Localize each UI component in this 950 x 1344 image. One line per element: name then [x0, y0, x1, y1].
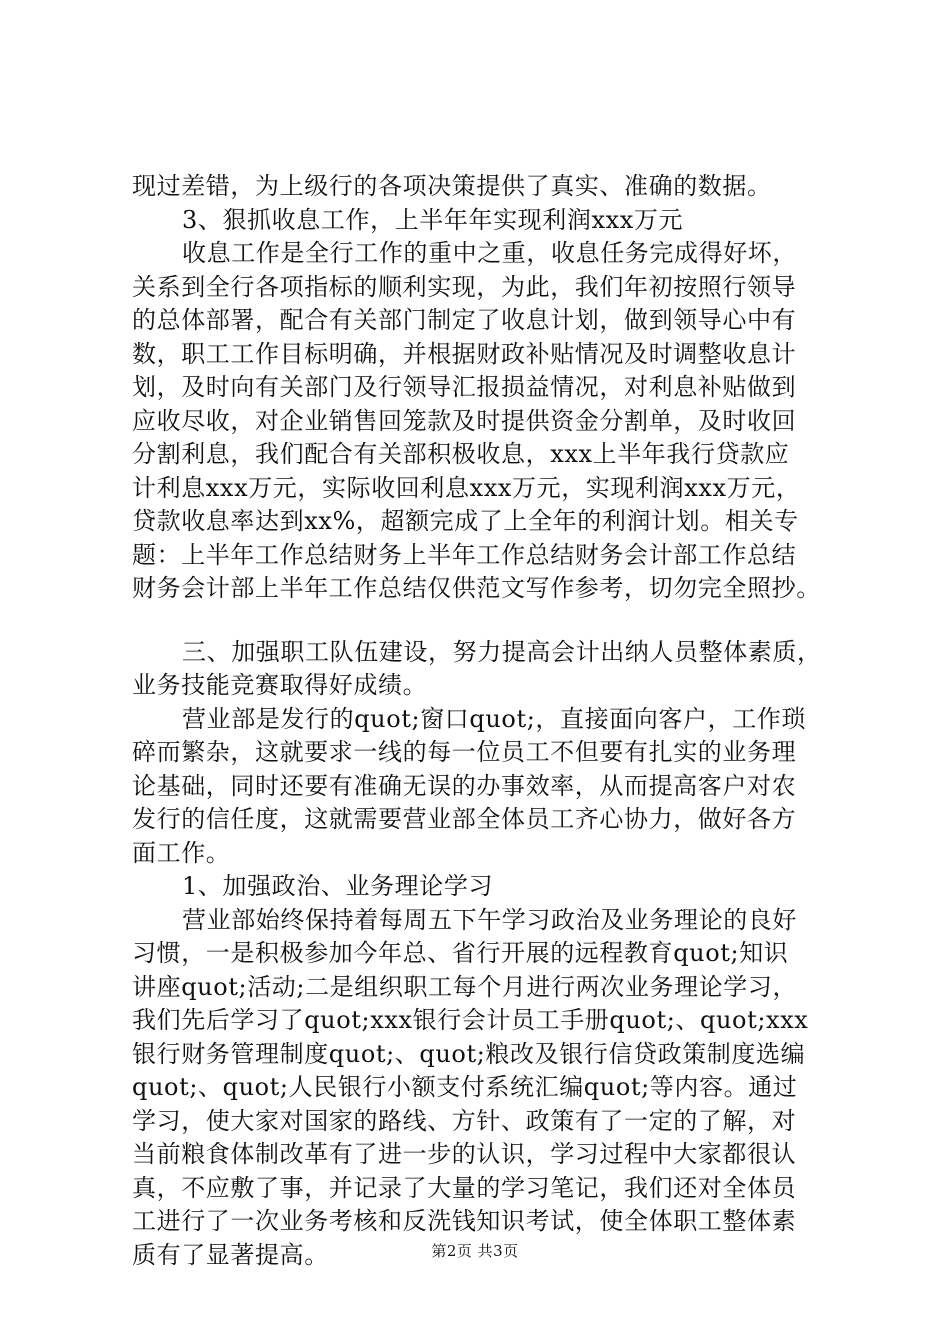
text-line: 数，职工工作目标明确，并根据财政补贴情况及时调整收息计: [132, 339, 797, 368]
text-line: 论基础，同时还要有准确无误的办事效率，从而提高客户对农: [132, 771, 797, 800]
page-number-footer: 第2页 共3页: [431, 1242, 519, 1260]
text-line: 关系到全行各项指标的顺利实现，为此，我们年初按照行领导: [132, 272, 797, 301]
text-line: 真，不应敷了事，并记录了大量的学习笔记，我们还对全体员: [132, 1173, 797, 1202]
text-line: 计利息xxx万元，实际收回利息xxx万元，实现利润xxx万元，: [132, 473, 801, 502]
text-line: 现过差错，为上级行的各项决策提供了真实、准确的数据。: [132, 172, 772, 200]
text-line: 工进行了一次业务考核和反洗钱知识考试，使全体职工整体素: [132, 1207, 797, 1235]
text-line: 学习，使大家对国家的路线、方针、政策有了一定的了解，对: [132, 1106, 797, 1135]
text-line: quot;、quot;人民银行小额支付系统汇编quot;等内容。通过: [132, 1073, 798, 1101]
text-line: 我们先后学习了quot;xxx银行会计员工手册quot;、quot;xxx: [132, 1006, 809, 1034]
text-line: 面工作。: [132, 838, 231, 867]
section-heading: 三、加强职工队伍建设，努力提高会计出纳人员整体素质，: [182, 637, 822, 666]
text-line: 业务技能竞赛取得好成绩。: [132, 671, 428, 699]
text-line: 财务会计部上半年工作总结仅供范文写作参考，切勿完全照抄。: [132, 574, 821, 602]
text-line: 习惯，一是积极参加今年总、省行开展的远程教育quot;知识: [132, 939, 789, 967]
text-line: 分割利息，我们配合有关部积极收息，xxx上半年我行贷款应: [132, 440, 790, 468]
paragraph-start: 营业部是发行的quot;窗口quot;，直接面向客户，工作琐: [182, 704, 806, 733]
text-line: 贷款收息率达到xx%，超额完成了上全年的利润计划。相关专: [132, 507, 799, 535]
section-heading: 3、狠抓收息工作，上半年年实现利润xxx万元: [182, 205, 684, 234]
text-line: 应收尽收，对企业销售回笼款及时提供资金分割单，及时收回: [132, 406, 797, 435]
text-line: 题：上半年工作总结财务上半年工作总结财务会计部工作总结: [132, 540, 797, 569]
text-line: 划，及时向有关部门及行领导汇报损益情况，对利息补贴做到: [132, 373, 797, 401]
text-line: 的总体部署，配合有关部门制定了收息计划，做到领导心中有: [132, 306, 797, 334]
text-line: 银行财务管理制度quot;、quot;粮改及银行信贷政策制度选编: [132, 1039, 806, 1068]
paragraph-start: 收息工作是全行工作的重中之重，收息任务完成得好坏，: [182, 239, 797, 267]
document-body: [132, 170, 852, 1272]
text-line: 讲座quot;活动;二是组织职工每个月进行两次业务理论学习，: [132, 972, 798, 1001]
text-line: 碎而繁杂，这就要求一线的每一位员工不但要有扎实的业务理: [132, 738, 797, 766]
text-line: 发行的信任度，这就需要营业部全体员工齐心协力，做好各方: [132, 805, 797, 833]
paragraph-start: 营业部始终保持着每周五下午学习政治及业务理论的良好: [182, 905, 797, 934]
text-line: 质有了显著提高。: [132, 1240, 329, 1269]
paragraph-gap: [132, 606, 852, 636]
text-line: 当前粮食体制改革有了进一步的认识，学习过程中大家都很认: [132, 1140, 797, 1168]
section-heading: 1、加强政治、业务理论学习: [182, 872, 494, 900]
